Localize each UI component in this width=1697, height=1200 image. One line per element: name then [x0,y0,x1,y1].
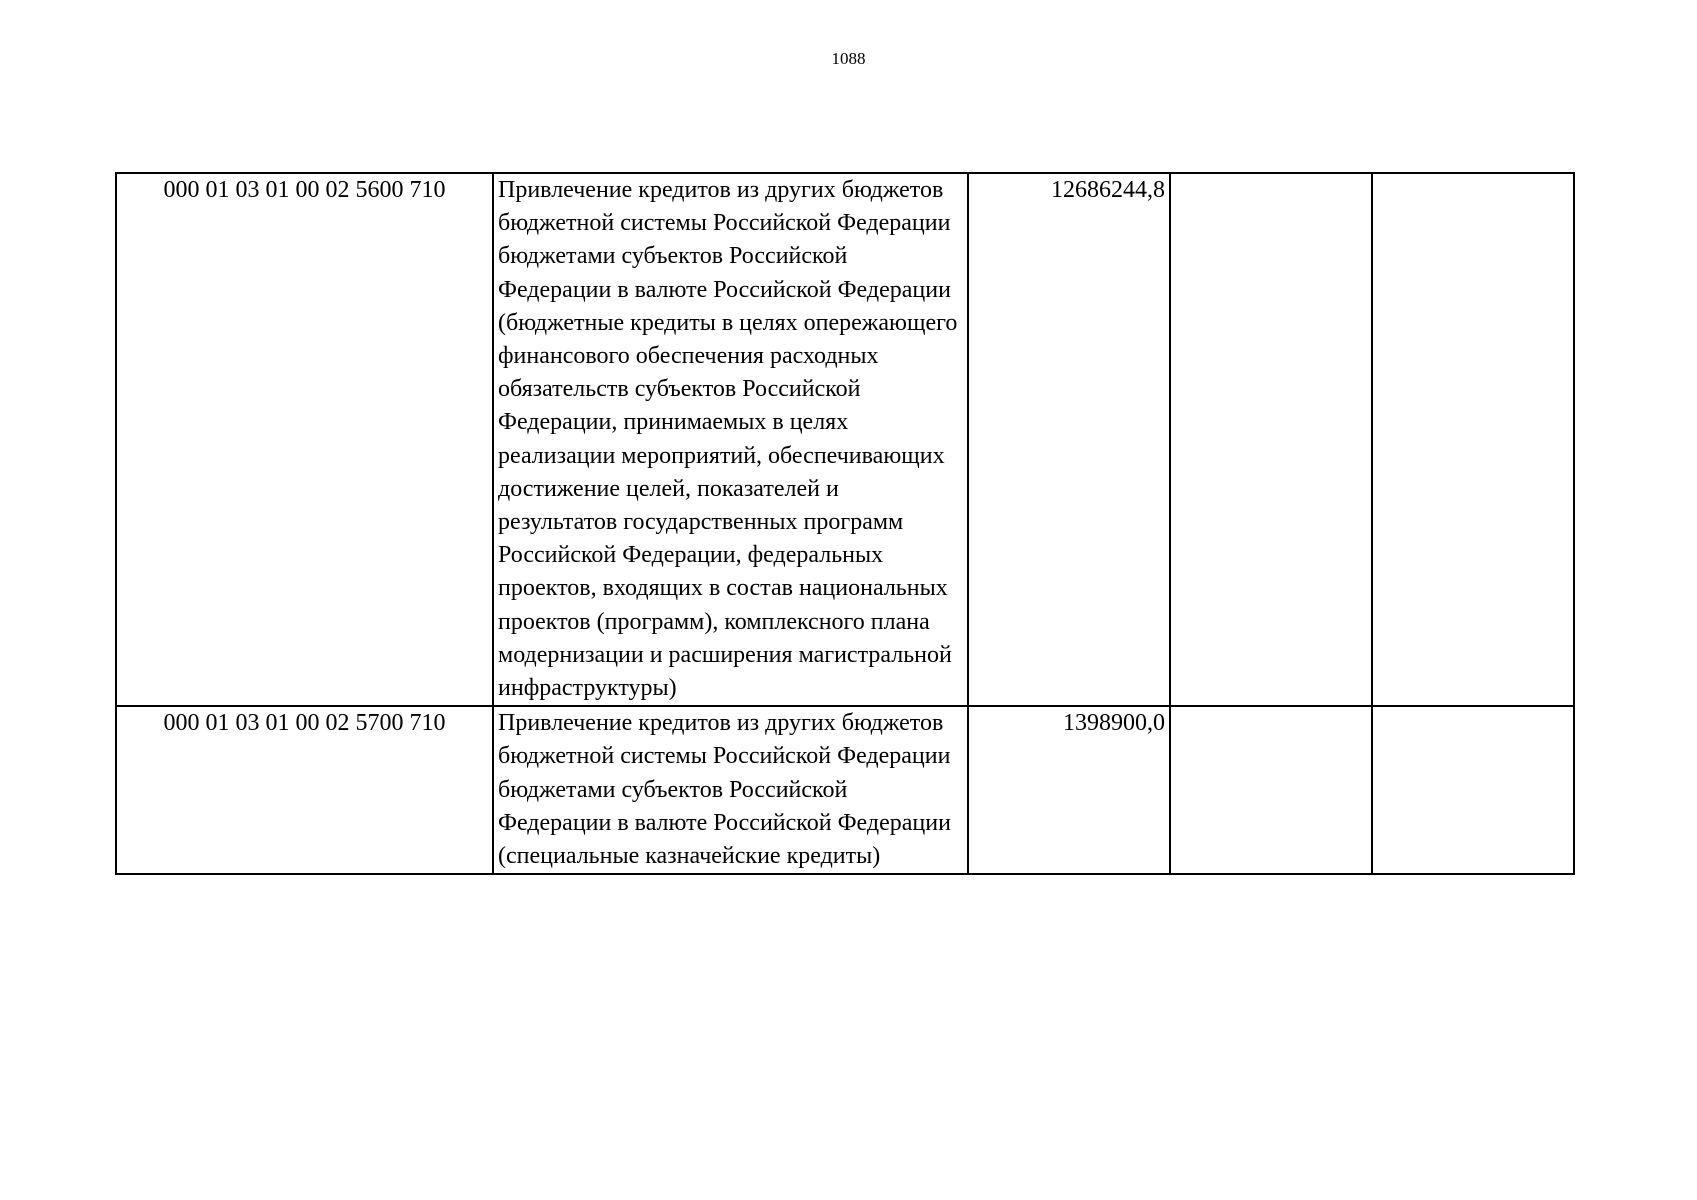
table-row [116,706,1574,874]
table-row [116,173,1574,706]
budget-item-name: Привлечение кредитов из других бюджетов бюджетной системы Российской Федерации бюджетами субъектов Российской Федерации в валюте Российской Федерации (специальные казначейские кредиты) [493,706,968,874]
budget-amount-3 [1372,706,1574,874]
budget-amount-3 [1372,173,1574,706]
budget-amount: 1398900,0 [968,706,1170,874]
budget-amount-2 [1170,173,1372,706]
budget-amount: 12686244,8 [968,173,1170,706]
budget-item-name: Привлечение кредитов из других бюджетов бюджетной системы Российской Федерации бюджетами субъектов Российской Федерации в валюте Российской Федерации (бюджетные кредиты в целях опережающего финансового обеспечения расходных обязательств субъектов Российской Федерации, принимаемых в целях реализации мероприятий, обеспечивающих достижение целей, показателей и результатов государственных программ Российской Федерации, федеральных проектов, входящих в состав национальных проектов (программ), комплексного плана модернизации и расширения магистральной инфраструктуры) [493,173,968,706]
page-number: 1088 [831,49,866,68]
budget-table [115,172,1575,875]
budget-amount-2 [1170,706,1372,874]
budget-code: 000 01 03 01 00 02 5700 710 [116,706,493,874]
budget-code: 000 01 03 01 00 02 5600 710 [116,173,493,706]
